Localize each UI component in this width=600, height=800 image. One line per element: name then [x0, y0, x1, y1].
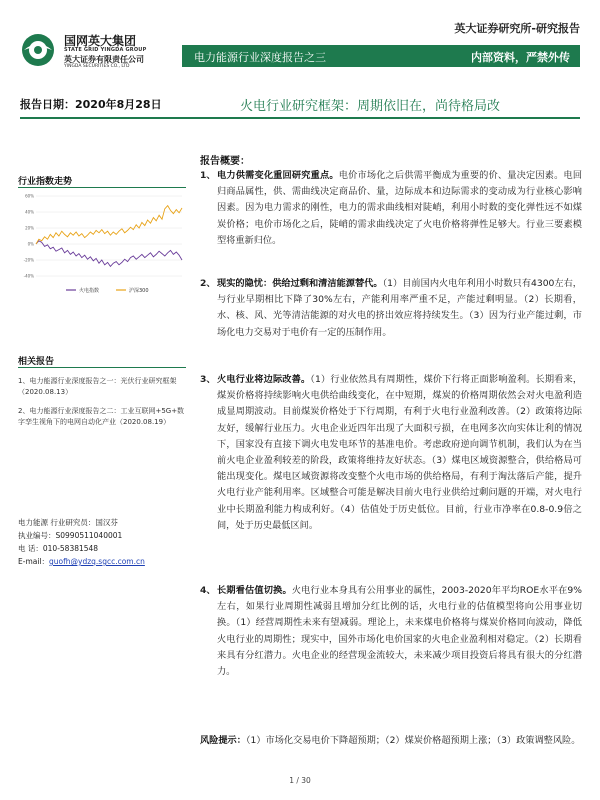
logo-company-name: 英大证券有限责任公司: [64, 55, 144, 64]
risk-text: （1）市场化交易电价下降超预期；（2）煤炭价格超预期上涨；（3）政策调整风险。: [245, 735, 581, 746]
related-report-1[interactable]: 1、电力能源行业深度报告之一：光伏行业研究框架（2020.08.13）: [18, 377, 177, 396]
research-institute: 英大证券研究所-研究报告: [454, 22, 580, 35]
item-text: 火电行业本身具有公用事业的属性，2003-2020年平均ROE水平在9%左右，如果行业周期性减弱且增加分红比例的话，火电行业的估值模型将向公用事业切换。（1）经营周期性未来有望减弱。理论上，未来煤电价格将与煤炭价格同向波动，降低火电行业的周期性；现实中，国外市场化电价国家的火电企业盈利相对稳定。（2）长期看来具有分红潜力。火电企业的经营现金流较大，未来减少项目投资后将具有很大的分红潜力。: [217, 585, 582, 678]
item-text: 电价市场化之后供需平衡成为重要的价、量决定因素。电回归商品属性，供、需曲线决定商品价、量，边际成本和边际需求的变动成为行业核心影响因素。因为电力需求的刚性，电力的需求曲线相对陡峭，利用小时数的变化弹性远不如煤炭价格；电价市场化之后，陡峭的需求曲线决定了火电价格将弹性足够大。行业三要素模型将重新归位。: [217, 170, 583, 246]
item-text: （1）目前国内火电年利用小时数只有4300左右，与行业早期相比下降了30%左右，产能利用率严重不足，产能过剩明显。（2）长期看，水、核、风、光等清洁能源的对火电的挤出效应将持续发生。（3）因为行业产能过剩，市场化电力交易对于电价有一定的压制作用。: [217, 278, 582, 338]
email-row: [18, 555, 186, 568]
classification-label: 内部资料，严禁外传: [471, 51, 570, 64]
company-logo: [20, 30, 180, 72]
item-number: 2、: [200, 278, 216, 289]
summary-item-3: [200, 372, 582, 534]
item-number: 1、: [200, 170, 216, 181]
title-divider: [20, 117, 580, 119]
summary-item-4: [200, 583, 582, 680]
industry-index-chart: [18, 190, 186, 298]
y-tick-label: 40%: [25, 209, 34, 215]
logo-english-name: STATE GRID YINGDA GROUP: [64, 47, 147, 53]
header-banner: [182, 45, 580, 67]
series-title: 电力能源行业深度报告之三: [194, 51, 326, 64]
company-logo-icon: [20, 32, 56, 68]
item-lead: 现实的隐忧：供给过剩和清洁能源替代。: [217, 278, 383, 289]
related-divider: [18, 367, 186, 368]
phone-number: 电 话：010-58381548: [18, 544, 99, 553]
series-line-1: [36, 241, 182, 267]
industry-index-chart-svg: [18, 190, 186, 298]
related-reports-title: 相关报告: [18, 357, 55, 367]
report-date: 报告日期：2020年8月28日: [20, 98, 162, 111]
email-label: E-mail：: [18, 557, 50, 566]
trend-chart-title: 行业指数走势: [18, 177, 73, 187]
y-tick-label: 0%: [27, 241, 34, 247]
item-lead: 长期看估值切换。: [217, 585, 292, 596]
item-lead: 火电行业将边际改善。: [217, 374, 311, 385]
series-line-2: [36, 206, 182, 244]
summary-title: 报告概要：: [200, 156, 250, 167]
logo-chinese-name: 国网英大集团: [64, 34, 137, 48]
y-tick-label: -20%: [23, 257, 34, 263]
trend-divider: [18, 187, 186, 188]
report-title: 火电行业研究框架：周期依旧在，尚待格局改: [240, 99, 501, 114]
risk-warning: [200, 732, 582, 749]
logo-company-english: YINGDA SECURITIES CO., LTD: [64, 64, 130, 69]
item-number: 4、: [200, 585, 216, 596]
risk-label: 风险提示：: [200, 735, 246, 746]
item-text: （1）行业依然具有周期性，煤价下行将正面影响盈利。长期看来，煤炭价格将持续影响火电供给曲线变化，在中短期，煤炭的价格周期依然会对火电盈利造成显周期波动。目前煤炭价格处于下行周期，有利于火电行业盈利改善。（2）政策将边际友好，缓解行业压力。火电企业近四年出现了大面积亏损，在电网多次向实体让利的情况下，国家没有直接下调火电发电环节的基准电价。考虑政府逆向调节机制，我们认为在当前火电企业盈利较差的阶段，政策将维持友好状态。（3）煤电区域资源整合，供给格局可能出现变化。煤电区域资源将改变整个火电市场的供给格局，有利于淘汰落后产能，提升火电行业产能利用率。区域整合可能是解决目前火电行业供给过剩问题的开端，对火电行业中长期盈利能力构成利好。（4）估值处于历史低位。目前，行业市净率在0.8-0.9倍之间，处于历史最低区间。: [217, 374, 583, 531]
item-number: 3、: [200, 374, 216, 385]
y-tick-label: 60%: [25, 193, 34, 199]
page-number: 1 / 30: [289, 776, 311, 785]
related-report-2[interactable]: 2、电力能源行业深度报告之二：工业互联网+5G+数字孪生视角下的电网自动化产业（2020.08.19）: [18, 407, 185, 426]
summary-item-2: [200, 276, 582, 341]
analyst-name: 电力能源 行业研究员：国汉芬: [18, 518, 118, 527]
y-tick-label: -40%: [23, 273, 34, 279]
y-tick-label: 20%: [25, 225, 34, 231]
license-number: 执业编号：S0990511040001: [18, 531, 123, 540]
email-link[interactable]: guofh@ydzq.sgcc.com.cn: [49, 557, 145, 566]
summary-item-1: [200, 168, 582, 249]
analyst-contact: [18, 516, 186, 568]
legend-label: 火电指数: [79, 288, 100, 294]
item-lead: 电力供需变化重回研究重点。: [217, 170, 339, 181]
legend-label: 沪深300: [129, 288, 149, 294]
